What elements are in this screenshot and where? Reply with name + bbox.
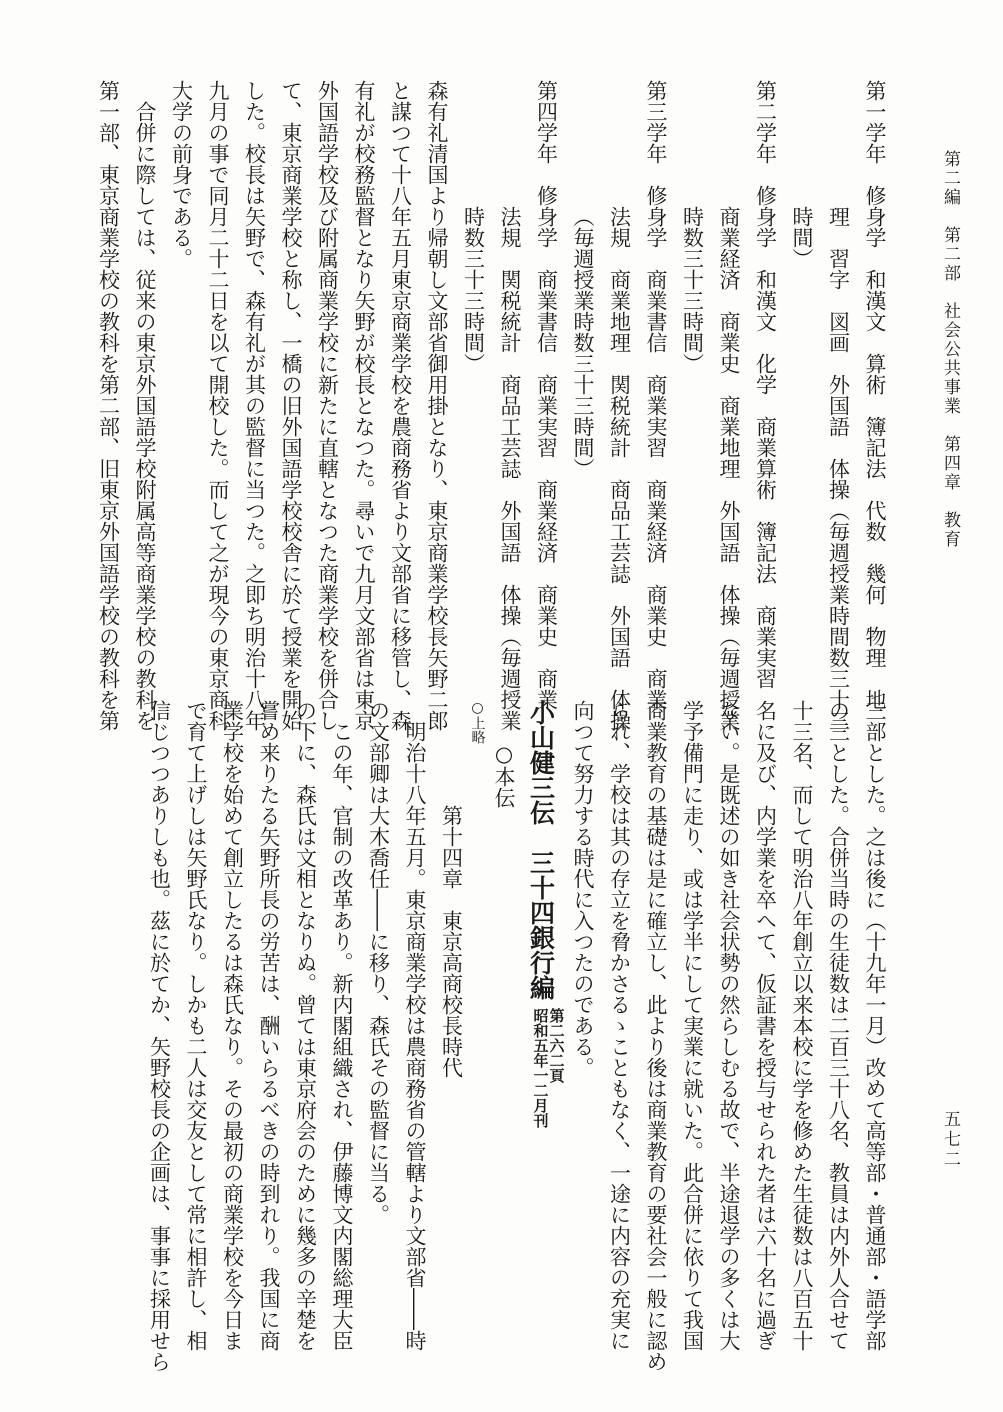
text-column: 外国語学校及び附属商業学校に新たに直轄となつた商業学校を併合し <box>315 80 340 731</box>
text-column: この年、官制の改革あり。新内閣組織され、伊藤博文内閣総理大臣 <box>330 721 354 1351</box>
text-column: ない。是既述の如き社会状勢の然らしむる故で、半途退学の多くは大 <box>717 700 741 1351</box>
text-column: 業学校を始めて創立したるは森氏なり。その最初の商業学校を今日ま <box>220 700 245 1351</box>
text-column: 商業教育の基礎は是に確立し、此より後は商業教育の要社会一般に認め <box>644 700 668 1372</box>
text-column: 大学の前身である。 <box>169 80 194 269</box>
text-column: 法規 商業地理 関税統計 商品工芸誌 外国語 体操 <box>607 206 632 731</box>
source-reference <box>533 1000 565 1128</box>
text-column: 有礼が校務監督となり矢野が校長となつた。尋いで九月文部省は東京 <box>352 80 376 731</box>
text-column: の文部卿は大木喬任――に移り、森氏その監督に当る。 <box>366 700 391 1225</box>
text-column: の三とした。合併当時の生徒数は二百三十八名、教員は内外人合せて <box>826 700 851 1351</box>
reference-page: 第二六二頁 <box>547 1008 566 1083</box>
reference-published: 昭和五年一二月刊 <box>531 1008 550 1128</box>
text-column: 合併に際しては、従来の東京外国語学校附属高等商業学校の教科を <box>133 101 157 731</box>
text-column: 第一学年 修身学 和漢文 算術 簿記法 代数 幾何 物理 地 <box>863 80 887 710</box>
text-column: 嘗め来りたる矢野所長の労苦は、酬いらるべきの時到れり。我国に商 <box>257 700 281 1351</box>
text-column: 第三学年 修身学 商業書信 商業実習 商業経済 商業史 商業 <box>644 80 668 710</box>
text-column: 時数三十三時間） <box>461 206 486 374</box>
text-column: 時数三十三時間） <box>680 206 705 374</box>
text-column: 理 習字 図画 外国語 体操（毎週授業時間数三十三 <box>826 206 851 731</box>
text-column: 信じつつありしも也。茲に於てか、矢野校長の企画は、事事に採用せら <box>147 700 172 1372</box>
text-column: 第四学年 修身学 商業書信 商業実習 商業経済 商業史 商業 <box>534 80 559 710</box>
text-column: （毎週授業時数三十三時間） <box>571 206 595 479</box>
text-column: で育て上げしは矢野氏なり。しかも二人は交友として常に相許し、相 <box>184 700 208 1351</box>
source-title: 小山健三伝 三十四銀行編 <box>526 700 556 1000</box>
text-column: 森有礼清国より帰朝し文部省御用掛となり、東京商業学校長矢野二郎 <box>425 80 449 731</box>
source-title-column <box>522 700 565 1280</box>
text-column: 第二学年 修身学 和漢文 化学 商業算術 簿記法 商業実習 <box>753 80 778 689</box>
text-column: て、東京商業学校と称し、一橋の旧外国語学校校舎に於て授業を開始 <box>279 80 303 731</box>
text-column: 名に及び、内学業を卒へて、仮証書を授与せられた者は六十名に過ぎ <box>753 700 778 1351</box>
text-column: 明治十八年五月。東京商業学校は農商務省の管轄より文部省――時 <box>403 721 427 1351</box>
text-column: の下に、森氏は文相となりぬ。曾ては東京府会のために幾多の辛楚を <box>293 700 318 1351</box>
text-column: 十三名、而して明治八年創立以来本校に学を修めた生徒数は八百五十 <box>790 700 814 1351</box>
text-column: られ、学校は其の存立を脅かさるゝこともなく、一途に内容の充実に <box>607 700 632 1351</box>
text-column: 学予備門に走り、或は学半にして実業に就いた。此合併に依りて我国 <box>680 700 705 1351</box>
omission-marker: ○上略 <box>469 700 486 744</box>
page-number: 五七二 <box>940 1110 960 1170</box>
text-column: 商業経済 商業史 商業地理 外国語 体操（毎週授業 <box>717 206 741 731</box>
text-column: 三部とした。之は後に（十九年一月）改めて高等部・普通部・語学部 <box>863 700 887 1351</box>
chapter-heading: 第十四章 東京高商校長時代 <box>439 805 464 1078</box>
text-column: 法規 関税統計 商品工芸誌 外国語 体操（毎週授業 <box>498 206 522 731</box>
section-marker: ○本伝 <box>492 742 516 808</box>
text-column: 九月の事で同月二十二日を以て開校した。而して之が現今の東京商科 <box>206 80 230 731</box>
text-column: 第一部、東京商業学校の教科を第二部、旧東京外国語学校の教科を第 <box>96 80 121 731</box>
running-header: 第二編 第二部 社会公共事業 第四章 教育 <box>940 150 960 549</box>
lower-text-block <box>113 700 893 1372</box>
text-column: した。校長は矢野で、森有礼が其の監督に当つた。之即ち明治十八年 <box>242 80 267 731</box>
text-column: 時間） <box>790 206 814 269</box>
text-column: 向つて努力する時代に入つたのである。 <box>571 700 595 1078</box>
text-column: と謀つて十八年五月東京商業学校を農商務省より文部省に移管し、森 <box>388 80 413 731</box>
